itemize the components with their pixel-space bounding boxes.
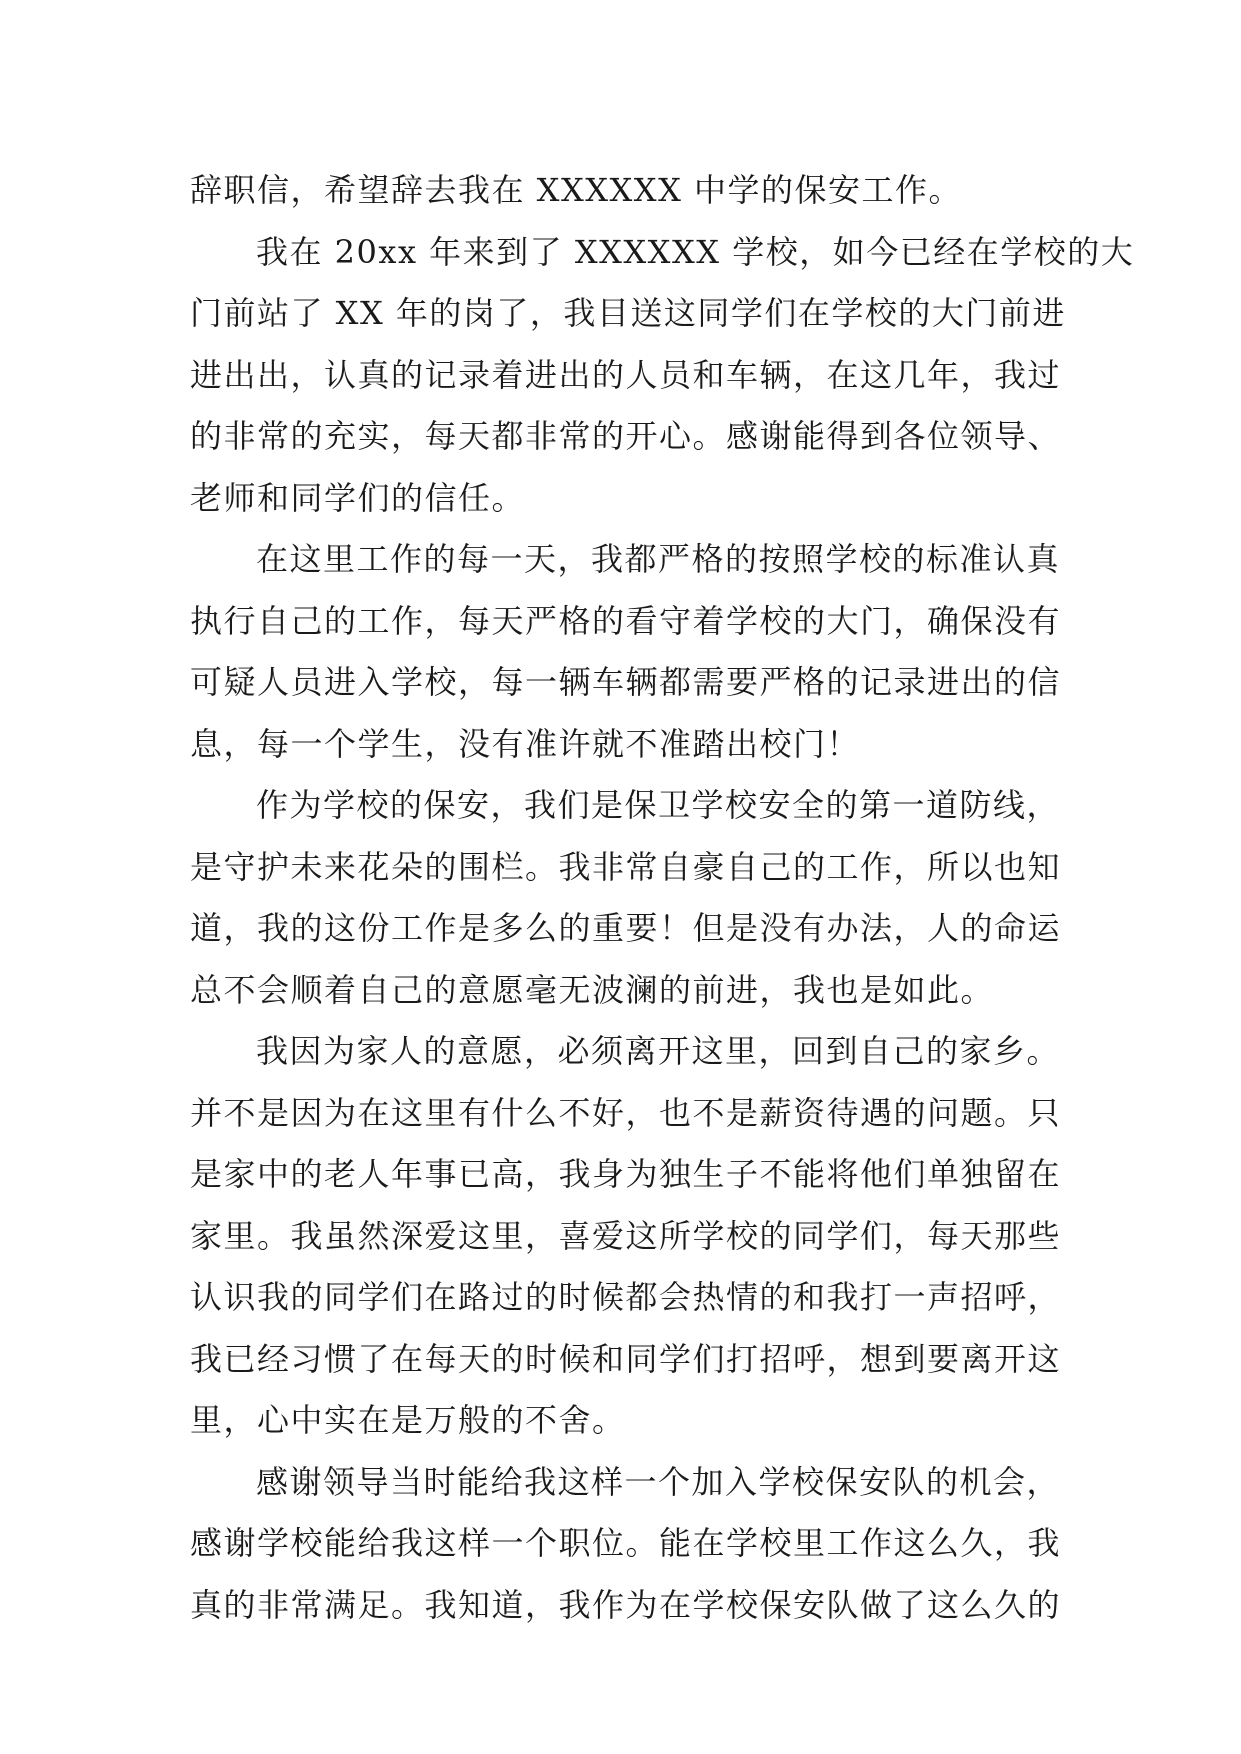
paragraph-first-line: 我因为家人的意愿，必须离开这里，回到自己的家乡。: [256, 1032, 1061, 1070]
text-line: 可疑人员进入学校，每一辆车辆都需要严格的记录进出的信: [190, 663, 1062, 701]
letter-body: [190, 160, 1135, 1636]
text-line: 门前站了 XX 年的岗了，我目送这同学们在学校的大门前进: [190, 294, 1066, 332]
paragraph-first-line: 作为学校的保安，我们是保卫学校安全的第一道防线，: [256, 786, 1061, 824]
text-line: 的非常的充实，每天都非常的开心。感谢能得到各位领导、: [190, 417, 1062, 455]
text-line: 感谢学校能给我这样一个职位。能在学校里工作这么久，我: [190, 1524, 1062, 1562]
text-line: 道，我的这份工作是多么的重要！但是没有办法，人的命运: [190, 909, 1062, 947]
text-line: 真的非常满足。我知道，我作为在学校保安队做了这么久的: [190, 1585, 1062, 1624]
text-line: 里，心中实在是万般的不舍。: [190, 1401, 626, 1439]
text-line: 进出出，认真的记录着进出的人员和车辆，在这几年，我过: [190, 355, 1062, 394]
text-line: 老师和同学们的信任。: [190, 478, 526, 517]
text-line: 是守护未来花朵的围栏。我非常自豪自己的工作，所以也知: [190, 847, 1062, 886]
paragraph-first-line: 在这里工作的每一天，我都严格的按照学校的标准认真: [256, 540, 1061, 578]
text-line: 家里。我虽然深爱这里，喜爱这所学校的同学们，每天那些: [190, 1216, 1062, 1255]
text-line: 辞职信，希望辞去我在 XXXXXX 中学的保安工作。: [190, 171, 963, 209]
text-line: 并不是因为在这里有什么不好，也不是薪资待遇的问题。只: [190, 1093, 1062, 1132]
text-line: 执行自己的工作，每天严格的看守着学校的大门，确保没有: [190, 601, 1062, 640]
text-line: 总不会顺着自己的意愿毫无波澜的前进，我也是如此。: [190, 970, 995, 1009]
text-line: 我已经习惯了在每天的时候和同学们打招呼，想到要离开这: [190, 1339, 1062, 1378]
paragraph-first-line: 我在 20xx 年来到了 XXXXXX 学校，如今已经在学校的大: [256, 232, 1135, 271]
text-line: 认识我的同学们在路过的时候都会热情的和我打一声招呼，: [190, 1278, 1062, 1316]
text-line: 是家中的老人年事已高，我身为独生子不能将他们单独留在: [190, 1155, 1062, 1193]
text-line: 息，每一个学生，没有准许就不准踏出校门！: [190, 724, 861, 763]
paragraph-first-line: 感谢领导当时能给我这样一个加入学校保安队的机会，: [256, 1462, 1061, 1501]
